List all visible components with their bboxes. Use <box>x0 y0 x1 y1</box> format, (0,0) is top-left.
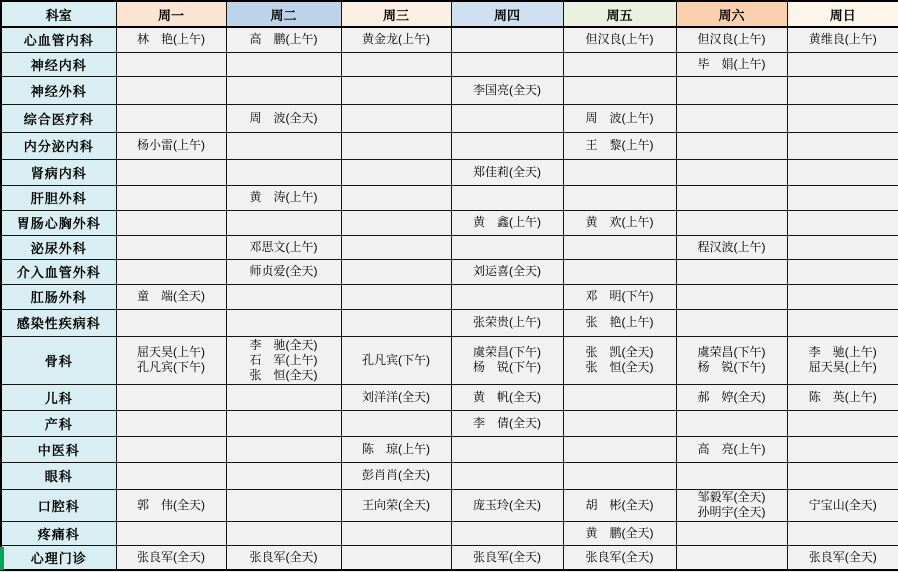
schedule-cell-tuesday[interactable] <box>226 132 341 159</box>
schedule-cell-thursday[interactable] <box>451 462 563 489</box>
schedule-cell-sunday[interactable] <box>787 384 898 410</box>
schedule-cell-sunday[interactable] <box>787 76 898 104</box>
schedule-cell-saturday[interactable] <box>676 159 787 185</box>
schedule-cell-monday[interactable] <box>116 52 226 76</box>
department-cell[interactable]: 儿科 <box>1 384 116 410</box>
table-row <box>1 259 898 284</box>
table-row <box>1 384 898 410</box>
schedule-cell-monday[interactable] <box>116 462 226 489</box>
department-cell[interactable]: 骨科 <box>1 336 116 384</box>
schedule-cell-monday[interactable] <box>116 521 226 545</box>
schedule-cell-sunday[interactable] <box>787 545 898 570</box>
schedule-cell-thursday[interactable] <box>451 259 563 284</box>
schedule-cell-monday[interactable] <box>116 309 226 336</box>
schedule-cell-wednesday[interactable] <box>341 436 451 462</box>
schedule-cell-tuesday[interactable] <box>226 336 341 384</box>
schedule-cell-sunday[interactable] <box>787 489 898 521</box>
doctor-entry: 周 波(上午) <box>585 110 654 125</box>
schedule-cell-monday[interactable] <box>116 489 226 521</box>
schedule-cell-sunday[interactable] <box>787 159 898 185</box>
department-cell[interactable]: 口腔科 <box>1 489 116 521</box>
table-row <box>1 410 898 436</box>
schedule-cell-sunday[interactable] <box>787 185 898 210</box>
doctor-entry: 黄 鹏(全天) <box>585 525 654 540</box>
schedule-cell-tuesday[interactable] <box>226 410 341 436</box>
schedule-cell-wednesday[interactable] <box>341 132 451 159</box>
schedule-cell-sunday[interactable] <box>787 309 898 336</box>
department-cell[interactable]: 心理门诊 <box>1 545 116 570</box>
schedule-cell-tuesday[interactable] <box>226 104 341 132</box>
schedule-cell-friday[interactable] <box>563 462 676 489</box>
doctor-entry: 黄 欢(上午) <box>585 215 654 229</box>
schedule-cell-thursday[interactable] <box>451 309 563 336</box>
schedule-cell-monday[interactable] <box>116 104 226 132</box>
schedule-cell-friday[interactable] <box>563 436 676 462</box>
table-row <box>1 309 898 336</box>
schedule-cell-thursday[interactable] <box>451 336 563 384</box>
department-cell[interactable]: 肾病内科 <box>1 159 116 185</box>
schedule-cell-wednesday[interactable] <box>341 410 451 436</box>
schedule-cell-monday[interactable] <box>116 132 226 159</box>
schedule-cell-tuesday[interactable] <box>226 259 341 284</box>
doctor-entry: 邓 明(下午) <box>585 289 654 303</box>
table-row <box>1 185 898 210</box>
doctor-entry: 邓思文(上午) <box>249 239 318 254</box>
schedule-cell-saturday[interactable] <box>676 462 787 489</box>
schedule-cell-wednesday[interactable] <box>341 489 451 521</box>
schedule-cell-sunday[interactable] <box>787 462 898 489</box>
schedule-cell-saturday[interactable] <box>676 284 787 309</box>
schedule-cell-tuesday[interactable] <box>226 545 341 570</box>
schedule-cell-wednesday[interactable] <box>341 76 451 104</box>
doctor-entry: 张良军(全天) <box>585 549 654 564</box>
doctor-entry: 虞荣昌(下午) <box>473 345 541 359</box>
schedule-cell-tuesday[interactable] <box>226 489 341 521</box>
schedule-cell-saturday[interactable] <box>676 309 787 336</box>
schedule-cell-friday[interactable] <box>563 521 676 545</box>
schedule-cell-friday[interactable] <box>563 27 676 52</box>
doctor-entry: 黄金龙(上午) <box>362 32 430 47</box>
doctor-entry: 郝 婷(全天) <box>697 389 766 404</box>
doctor-entry: 李 驰(上午) <box>808 345 877 359</box>
schedule-cell-friday[interactable] <box>563 259 676 284</box>
doctor-entry: 李国亮(全天) <box>473 82 541 97</box>
schedule-cell-sunday[interactable] <box>787 104 898 132</box>
doctor-entry: 彭肖肖(全天) <box>362 468 430 482</box>
schedule-cell-thursday[interactable] <box>451 384 563 410</box>
schedule-cell-friday[interactable] <box>563 235 676 259</box>
department-cell[interactable]: 心血管内科 <box>1 27 116 52</box>
doctor-entry: 张 恒(全天) <box>585 360 654 374</box>
doctor-entry: 李 驰(全天) <box>249 337 318 352</box>
doctor-entry: 屈天昊(上午) <box>137 345 205 359</box>
column-header-saturday[interactable]: 周六 <box>676 1 787 27</box>
schedule-cell-thursday[interactable] <box>451 104 563 132</box>
table-row <box>1 336 898 384</box>
table-row <box>1 235 898 259</box>
schedule-cell-thursday[interactable] <box>451 410 563 436</box>
doctor-entry: 陈 琼(上午) <box>362 441 430 456</box>
schedule-cell-saturday[interactable] <box>676 235 787 259</box>
table-row <box>1 52 898 76</box>
table-row <box>1 521 898 545</box>
schedule-cell-saturday[interactable] <box>676 521 787 545</box>
schedule-cell-wednesday[interactable] <box>341 27 451 52</box>
schedule-cell-sunday[interactable] <box>787 235 898 259</box>
schedule-cell-thursday[interactable] <box>451 52 563 76</box>
schedule-cell-saturday[interactable] <box>676 336 787 384</box>
schedule-cell-friday[interactable] <box>563 132 676 159</box>
department-cell[interactable]: 感染性疾病科 <box>1 309 116 336</box>
doctor-entry: 陈 英(上午) <box>808 389 877 404</box>
schedule-cell-wednesday[interactable] <box>341 104 451 132</box>
department-cell[interactable]: 肝胆外科 <box>1 185 116 210</box>
table-row <box>1 104 898 132</box>
schedule-cell-friday[interactable] <box>563 284 676 309</box>
schedule-cell-monday[interactable] <box>116 436 226 462</box>
schedule-cell-sunday[interactable] <box>787 410 898 436</box>
schedule-cell-tuesday[interactable] <box>226 309 341 336</box>
schedule-cell-thursday[interactable] <box>451 545 563 570</box>
schedule-cell-wednesday[interactable] <box>341 210 451 235</box>
schedule-cell-saturday[interactable] <box>676 210 787 235</box>
schedule-cell-sunday[interactable] <box>787 336 898 384</box>
schedule-cell-sunday[interactable] <box>787 436 898 462</box>
doctor-entry: 黄 涛(上午) <box>249 190 318 204</box>
schedule-cell-thursday[interactable] <box>451 159 563 185</box>
schedule-cell-thursday[interactable] <box>451 132 563 159</box>
doctor-entry: 张 恒(全天) <box>249 367 318 382</box>
schedule-cell-wednesday[interactable] <box>341 284 451 309</box>
table-row <box>1 436 898 462</box>
schedule-cell-sunday[interactable] <box>787 132 898 159</box>
doctor-entry: 杨小雷(上午) <box>137 138 205 152</box>
column-header-sunday[interactable]: 周日 <box>787 1 898 27</box>
schedule-cell-sunday[interactable] <box>787 52 898 76</box>
schedule-cell-thursday[interactable] <box>451 185 563 210</box>
schedule-cell-thursday[interactable] <box>451 76 563 104</box>
department-cell[interactable]: 胃肠心胸外科 <box>1 210 116 235</box>
schedule-cell-monday[interactable] <box>116 259 226 284</box>
doctor-entry: 周 波(全天) <box>249 110 318 125</box>
department-cell[interactable]: 中医科 <box>1 436 116 462</box>
table-row <box>1 132 898 159</box>
schedule-cell-friday[interactable] <box>563 545 676 570</box>
schedule-cell-tuesday[interactable] <box>226 52 341 76</box>
doctor-entry: 但汉良(上午) <box>585 32 654 47</box>
department-cell[interactable]: 产科 <box>1 410 116 436</box>
table-row <box>1 210 898 235</box>
schedule-cell-tuesday[interactable] <box>226 436 341 462</box>
schedule-cell-friday[interactable] <box>563 309 676 336</box>
doctor-entry: 郭 伟(全天) <box>137 497 205 512</box>
schedule-cell-saturday[interactable] <box>676 384 787 410</box>
schedule-cell-wednesday[interactable] <box>341 384 451 410</box>
schedule-cell-saturday[interactable] <box>676 436 787 462</box>
schedule-cell-sunday[interactable] <box>787 210 898 235</box>
schedule-cell-saturday[interactable] <box>676 489 787 521</box>
schedule-cell-tuesday[interactable] <box>226 521 341 545</box>
department-cell[interactable]: 神经内科 <box>1 52 116 76</box>
schedule-cell-tuesday[interactable] <box>226 384 341 410</box>
schedule-cell-thursday[interactable] <box>451 27 563 52</box>
doctor-entry: 胡 彬(全天) <box>585 497 654 512</box>
department-cell[interactable]: 泌尿外科 <box>1 235 116 259</box>
doctor-entry: 张良军(全天) <box>249 549 318 564</box>
doctor-entry: 邹毅军(全天) <box>697 490 766 504</box>
schedule-cell-tuesday[interactable] <box>226 27 341 52</box>
doctor-entry: 虞荣昌(下午) <box>697 345 766 359</box>
green-selection-marker <box>0 547 4 570</box>
schedule-cell-monday[interactable] <box>116 159 226 185</box>
schedule-cell-monday[interactable] <box>116 284 226 309</box>
schedule-cell-friday[interactable] <box>563 104 676 132</box>
doctor-entry: 刘运喜(全天) <box>473 264 541 278</box>
table-row <box>1 462 898 489</box>
column-header-tuesday[interactable]: 周二 <box>226 1 341 27</box>
schedule-cell-saturday[interactable] <box>676 410 787 436</box>
doctor-entry: 黄 鑫(上午) <box>473 215 541 229</box>
table-row <box>1 27 898 52</box>
column-header-department[interactable]: 科室 <box>1 1 116 27</box>
doctor-entry: 王 黎(上午) <box>585 138 654 152</box>
doctor-entry: 但汉良(上午) <box>697 32 766 47</box>
schedule-cell-saturday[interactable] <box>676 132 787 159</box>
doctor-entry: 张 凯(全天) <box>585 345 654 359</box>
schedule-cell-tuesday[interactable] <box>226 76 341 104</box>
doctor-entry: 张荣贵(上午) <box>473 315 541 329</box>
doctor-entry: 张良军(全天) <box>137 549 205 564</box>
schedule-cell-thursday[interactable] <box>451 436 563 462</box>
schedule-cell-tuesday[interactable] <box>226 159 341 185</box>
schedule-cell-sunday[interactable] <box>787 27 898 52</box>
column-header-friday[interactable]: 周五 <box>563 1 676 27</box>
doctor-entry: 师贞爱(全天) <box>249 264 318 278</box>
schedule-cell-wednesday[interactable] <box>341 462 451 489</box>
schedule-cell-tuesday[interactable] <box>226 235 341 259</box>
doctor-entry: 宁宝山(全天) <box>808 497 877 512</box>
schedule-cell-wednesday[interactable] <box>341 259 451 284</box>
doctor-entry: 李 倩(全天) <box>473 415 541 430</box>
schedule-cell-saturday[interactable] <box>676 104 787 132</box>
doctor-entry: 黄 帆(全天) <box>473 389 541 404</box>
schedule-cell-friday[interactable] <box>563 210 676 235</box>
schedule-cell-thursday[interactable] <box>451 235 563 259</box>
schedule-cell-monday[interactable] <box>116 27 226 52</box>
doctor-entry: 石 军(上午) <box>249 352 318 367</box>
schedule-cell-saturday[interactable] <box>676 185 787 210</box>
schedule-cell-sunday[interactable] <box>787 521 898 545</box>
table-row <box>1 489 898 521</box>
doctor-entry: 屈天昊(上午) <box>808 360 877 374</box>
doctor-entry: 林 艳(上午) <box>137 32 205 47</box>
schedule-cell-wednesday[interactable] <box>341 309 451 336</box>
department-cell[interactable]: 介入血管外科 <box>1 259 116 284</box>
doctor-entry: 郑佳莉(全天) <box>473 164 541 179</box>
doctor-entry: 孔凡宾(下午) <box>137 360 205 374</box>
schedule-cell-friday[interactable] <box>563 52 676 76</box>
schedule-cell-monday[interactable] <box>116 185 226 210</box>
department-cell[interactable]: 综合医疗科 <box>1 104 116 132</box>
schedule-body <box>1 27 898 570</box>
doctor-entry: 杨 锐(下午) <box>697 360 766 374</box>
schedule-cell-wednesday[interactable] <box>341 521 451 545</box>
doctor-entry: 孙明宇(全天) <box>697 505 766 519</box>
schedule-cell-thursday[interactable] <box>451 521 563 545</box>
doctor-entry: 高 鹏(上午) <box>249 32 318 47</box>
schedule-cell-tuesday[interactable] <box>226 210 341 235</box>
department-cell[interactable]: 肛肠外科 <box>1 284 116 309</box>
schedule-cell-thursday[interactable] <box>451 284 563 309</box>
table-row <box>1 545 898 570</box>
schedule-cell-sunday[interactable] <box>787 259 898 284</box>
header-row <box>1 1 898 27</box>
schedule-cell-saturday[interactable] <box>676 52 787 76</box>
schedule-cell-thursday[interactable] <box>451 210 563 235</box>
department-cell[interactable]: 疼痛科 <box>1 521 116 545</box>
doctor-entry: 高 亮(上午) <box>697 441 766 456</box>
table-row <box>1 159 898 185</box>
doctor-entry: 孔凡宾(下午) <box>362 352 430 367</box>
schedule-cell-tuesday[interactable] <box>226 185 341 210</box>
schedule-cell-tuesday[interactable] <box>226 284 341 309</box>
doctor-entry: 毕 娟(上午) <box>697 56 766 71</box>
schedule-cell-friday[interactable] <box>563 336 676 384</box>
doctor-entry: 张 艳(上午) <box>585 315 654 329</box>
schedule-cell-saturday[interactable] <box>676 259 787 284</box>
doctor-entry: 童 端(全天) <box>137 289 205 303</box>
doctor-entry: 黄维良(上午) <box>808 32 877 47</box>
department-cell[interactable]: 内分泌内科 <box>1 132 116 159</box>
table-row <box>1 284 898 309</box>
doctor-entry: 程汉波(上午) <box>697 239 766 254</box>
column-header-thursday[interactable]: 周四 <box>451 1 563 27</box>
schedule-cell-wednesday[interactable] <box>341 545 451 570</box>
doctor-entry: 王向荣(全天) <box>362 497 430 512</box>
schedule-header <box>1 1 898 27</box>
doctor-entry: 张良军(全天) <box>473 549 541 564</box>
schedule-cell-friday[interactable] <box>563 384 676 410</box>
schedule-cell-wednesday[interactable] <box>341 185 451 210</box>
department-cell[interactable]: 神经外科 <box>1 76 116 104</box>
column-header-monday[interactable]: 周一 <box>116 1 226 27</box>
schedule-cell-monday[interactable] <box>116 410 226 436</box>
doctor-entry: 杨 锐(下午) <box>473 360 541 374</box>
schedule-cell-monday[interactable] <box>116 545 226 570</box>
department-cell[interactable]: 眼科 <box>1 462 116 489</box>
schedule-cell-monday[interactable] <box>116 384 226 410</box>
schedule-cell-saturday[interactable] <box>676 27 787 52</box>
schedule-cell-friday[interactable] <box>563 185 676 210</box>
schedule-cell-friday[interactable] <box>563 76 676 104</box>
schedule-cell-sunday[interactable] <box>787 284 898 309</box>
column-header-wednesday[interactable]: 周三 <box>341 1 451 27</box>
schedule-cell-wednesday[interactable] <box>341 159 451 185</box>
schedule-cell-monday[interactable] <box>116 76 226 104</box>
schedule-cell-tuesday[interactable] <box>226 462 341 489</box>
table-row <box>1 76 898 104</box>
schedule-cell-saturday[interactable] <box>676 545 787 570</box>
schedule-cell-saturday[interactable] <box>676 76 787 104</box>
schedule-cell-monday[interactable] <box>116 210 226 235</box>
schedule-cell-thursday[interactable] <box>451 489 563 521</box>
doctor-entry: 庞玉玲(全天) <box>473 497 541 512</box>
doctor-entry: 刘洋洋(全天) <box>362 389 430 404</box>
doctor-entry: 张良军(全天) <box>808 549 877 564</box>
schedule-cell-wednesday[interactable] <box>341 336 451 384</box>
schedule-cell-friday[interactable] <box>563 159 676 185</box>
schedule-cell-friday[interactable] <box>563 489 676 521</box>
schedule-cell-monday[interactable] <box>116 235 226 259</box>
schedule-cell-monday[interactable] <box>116 336 226 384</box>
schedule-cell-wednesday[interactable] <box>341 235 451 259</box>
schedule-cell-friday[interactable] <box>563 410 676 436</box>
schedule-cell-wednesday[interactable] <box>341 52 451 76</box>
